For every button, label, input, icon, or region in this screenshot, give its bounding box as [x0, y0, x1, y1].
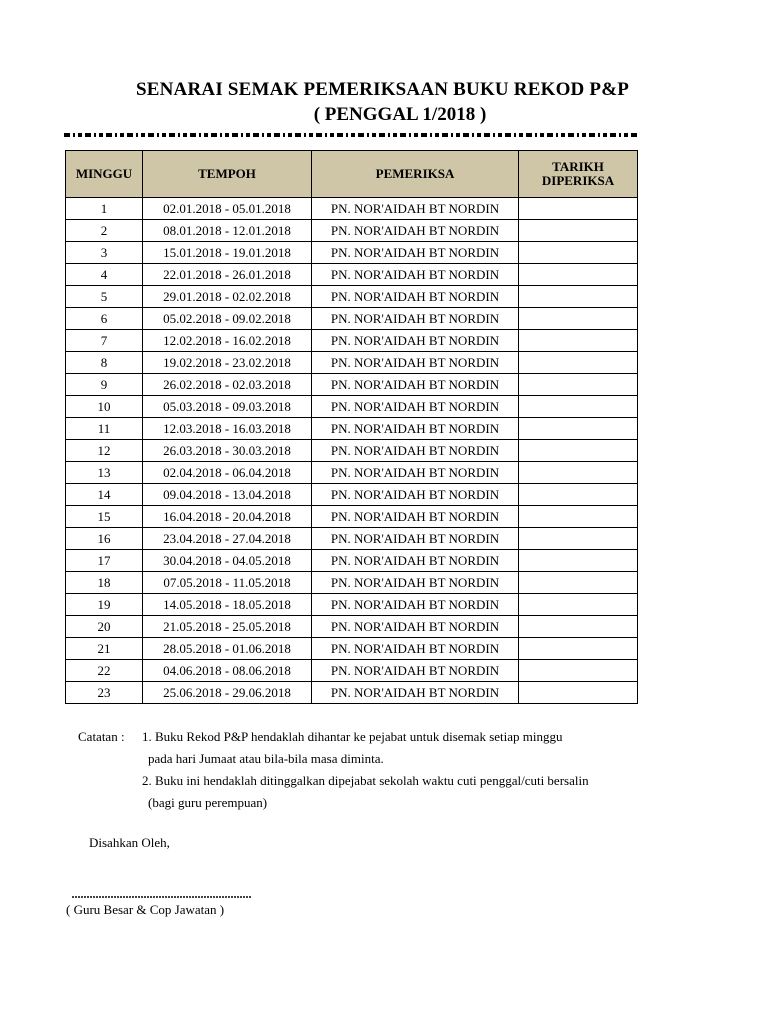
table-row: [66, 572, 638, 594]
cell-pemeriksa: PN. NOR'AIDAH BT NORDIN: [312, 660, 519, 682]
table-row: [66, 550, 638, 572]
note-item-1: 1. Buku Rekod P&P hendaklah dihantar ke pejabat untuk disemak setiap minggu: [142, 729, 563, 744]
column-header-tarikh-diperiksa: TARIKH DIPERIKSA: [519, 151, 638, 198]
table-row: [66, 242, 638, 264]
cell-tarikh-diperiksa: [519, 264, 638, 286]
cell-tempoh: 26.02.2018 - 02.03.2018: [143, 374, 312, 396]
cell-minggu: 19: [66, 594, 143, 616]
cell-tempoh: 29.01.2018 - 02.02.2018: [143, 286, 312, 308]
cell-pemeriksa: PN. NOR'AIDAH BT NORDIN: [312, 286, 519, 308]
cell-tempoh: 19.02.2018 - 23.02.2018: [143, 352, 312, 374]
table-row: [66, 308, 638, 330]
cell-minggu: 13: [66, 462, 143, 484]
cell-pemeriksa: PN. NOR'AIDAH BT NORDIN: [312, 220, 519, 242]
cell-tarikh-diperiksa: [519, 550, 638, 572]
cell-minggu: 10: [66, 396, 143, 418]
cell-tarikh-diperiksa: [519, 660, 638, 682]
cell-pemeriksa: PN. NOR'AIDAH BT NORDIN: [312, 440, 519, 462]
approval-label: Disahkan Oleh,: [89, 835, 170, 850]
table-row: [66, 462, 638, 484]
cell-minggu: 12: [66, 440, 143, 462]
cell-minggu: 3: [66, 242, 143, 264]
cell-tarikh-diperiksa: [519, 374, 638, 396]
cell-tarikh-diperiksa: [519, 462, 638, 484]
cell-tempoh: 14.05.2018 - 18.05.2018: [143, 594, 312, 616]
cell-pemeriksa: PN. NOR'AIDAH BT NORDIN: [312, 506, 519, 528]
cell-tempoh: 28.05.2018 - 01.06.2018: [143, 638, 312, 660]
cell-tempoh: 21.05.2018 - 25.05.2018: [143, 616, 312, 638]
cell-tempoh: 30.04.2018 - 04.05.2018: [143, 550, 312, 572]
cell-tarikh-diperiksa: [519, 220, 638, 242]
cell-pemeriksa: PN. NOR'AIDAH BT NORDIN: [312, 374, 519, 396]
cell-pemeriksa: PN. NOR'AIDAH BT NORDIN: [312, 396, 519, 418]
cell-pemeriksa: PN. NOR'AIDAH BT NORDIN: [312, 264, 519, 286]
table-row: [66, 440, 638, 462]
table-row: [66, 506, 638, 528]
cell-tempoh: 09.04.2018 - 13.04.2018: [143, 484, 312, 506]
table-row: [66, 418, 638, 440]
table-row: [66, 484, 638, 506]
cell-tarikh-diperiksa: [519, 484, 638, 506]
cell-tarikh-diperiksa: [519, 352, 638, 374]
cell-minggu: 21: [66, 638, 143, 660]
cell-tarikh-diperiksa: [519, 242, 638, 264]
table-row: [66, 264, 638, 286]
cell-tarikh-diperiksa: [519, 330, 638, 352]
cell-pemeriksa: PN. NOR'AIDAH BT NORDIN: [312, 330, 519, 352]
cell-tempoh: 25.06.2018 - 29.06.2018: [143, 682, 312, 704]
cell-pemeriksa: PN. NOR'AIDAH BT NORDIN: [312, 550, 519, 572]
table-row: [66, 594, 638, 616]
cell-pemeriksa: PN. NOR'AIDAH BT NORDIN: [312, 462, 519, 484]
cell-tempoh: 15.01.2018 - 19.01.2018: [143, 242, 312, 264]
cell-pemeriksa: PN. NOR'AIDAH BT NORDIN: [312, 308, 519, 330]
column-header-tempoh: TEMPOH: [143, 151, 312, 198]
cell-minggu: 18: [66, 572, 143, 594]
table-row: [66, 616, 638, 638]
cell-tarikh-diperiksa: [519, 572, 638, 594]
cell-tarikh-diperiksa: [519, 682, 638, 704]
cell-tempoh: 08.01.2018 - 12.01.2018: [143, 220, 312, 242]
cell-tarikh-diperiksa: [519, 198, 638, 220]
signature-caption: ( Guru Besar & Cop Jawatan ): [66, 902, 225, 917]
cell-minggu: 17: [66, 550, 143, 572]
table-row: [66, 396, 638, 418]
cell-minggu: 8: [66, 352, 143, 374]
cell-minggu: 1: [66, 198, 143, 220]
cell-minggu: 11: [66, 418, 143, 440]
cell-tarikh-diperiksa: [519, 528, 638, 550]
cell-tempoh: 26.03.2018 - 30.03.2018: [143, 440, 312, 462]
cell-pemeriksa: PN. NOR'AIDAH BT NORDIN: [312, 418, 519, 440]
decorative-dashed-divider: [64, 133, 638, 137]
table-row: [66, 528, 638, 550]
cell-minggu: 16: [66, 528, 143, 550]
cell-tempoh: 05.02.2018 - 09.02.2018: [143, 308, 312, 330]
cell-pemeriksa: PN. NOR'AIDAH BT NORDIN: [312, 682, 519, 704]
table-row: [66, 198, 638, 220]
cell-minggu: 20: [66, 616, 143, 638]
notes-label: Catatan :: [78, 729, 125, 744]
cell-tempoh: 16.04.2018 - 20.04.2018: [143, 506, 312, 528]
table-header-row: [66, 151, 638, 198]
note-item-2-continued: (bagi guru perempuan): [148, 795, 268, 810]
cell-minggu: 9: [66, 374, 143, 396]
note-item-1-continued: pada hari Jumaat atau bila-bila masa diminta.: [148, 751, 384, 766]
cell-tempoh: 23.04.2018 - 27.04.2018: [143, 528, 312, 550]
table-body: [66, 198, 638, 704]
cell-pemeriksa: PN. NOR'AIDAH BT NORDIN: [312, 198, 519, 220]
cell-tempoh: 12.02.2018 - 16.02.2018: [143, 330, 312, 352]
cell-pemeriksa: PN. NOR'AIDAH BT NORDIN: [312, 616, 519, 638]
cell-tarikh-diperiksa: [519, 396, 638, 418]
column-header-pemeriksa: PEMERIKSA: [312, 151, 519, 198]
cell-tarikh-diperiksa: [519, 616, 638, 638]
table-row: [66, 286, 638, 308]
table-row: [66, 638, 638, 660]
cell-minggu: 4: [66, 264, 143, 286]
cell-minggu: 6: [66, 308, 143, 330]
table-row: [66, 660, 638, 682]
cell-pemeriksa: PN. NOR'AIDAH BT NORDIN: [312, 638, 519, 660]
cell-minggu: 5: [66, 286, 143, 308]
cell-tarikh-diperiksa: [519, 440, 638, 462]
cell-pemeriksa: PN. NOR'AIDAH BT NORDIN: [312, 594, 519, 616]
cell-tempoh: 07.05.2018 - 11.05.2018: [143, 572, 312, 594]
cell-minggu: 2: [66, 220, 143, 242]
cell-minggu: 7: [66, 330, 143, 352]
column-header-minggu: MINGGU: [66, 151, 143, 198]
cell-pemeriksa: PN. NOR'AIDAH BT NORDIN: [312, 242, 519, 264]
note-item-2: 2. Buku ini hendaklah ditinggalkan dipejabat sekolah waktu cuti penggal/cuti bersalin: [142, 773, 589, 788]
page-subtitle: ( PENGGAL 1/2018 ): [313, 104, 487, 125]
cell-tempoh: 02.04.2018 - 06.04.2018: [143, 462, 312, 484]
page-title: SENARAI SEMAK PEMERIKSAAN BUKU REKOD P&P: [136, 79, 630, 100]
cell-tarikh-diperiksa: [519, 308, 638, 330]
cell-pemeriksa: PN. NOR'AIDAH BT NORDIN: [312, 572, 519, 594]
table-row: [66, 374, 638, 396]
cell-minggu: 23: [66, 682, 143, 704]
cell-pemeriksa: PN. NOR'AIDAH BT NORDIN: [312, 484, 519, 506]
cell-tempoh: 22.01.2018 - 26.01.2018: [143, 264, 312, 286]
cell-tarikh-diperiksa: [519, 286, 638, 308]
cell-tempoh: 04.06.2018 - 08.06.2018: [143, 660, 312, 682]
table-row: [66, 220, 638, 242]
table-row: [66, 330, 638, 352]
cell-tarikh-diperiksa: [519, 418, 638, 440]
cell-tempoh: 02.01.2018 - 05.01.2018: [143, 198, 312, 220]
cell-tempoh: 05.03.2018 - 09.03.2018: [143, 396, 312, 418]
cell-minggu: 22: [66, 660, 143, 682]
cell-minggu: 14: [66, 484, 143, 506]
cell-minggu: 15: [66, 506, 143, 528]
table-row: [66, 352, 638, 374]
table-row: [66, 682, 638, 704]
signature-line: [72, 896, 252, 898]
cell-tempoh: 12.03.2018 - 16.03.2018: [143, 418, 312, 440]
cell-tarikh-diperiksa: [519, 506, 638, 528]
inspection-table: [65, 150, 638, 704]
cell-tarikh-diperiksa: [519, 594, 638, 616]
cell-pemeriksa: PN. NOR'AIDAH BT NORDIN: [312, 528, 519, 550]
cell-tarikh-diperiksa: [519, 638, 638, 660]
cell-pemeriksa: PN. NOR'AIDAH BT NORDIN: [312, 352, 519, 374]
